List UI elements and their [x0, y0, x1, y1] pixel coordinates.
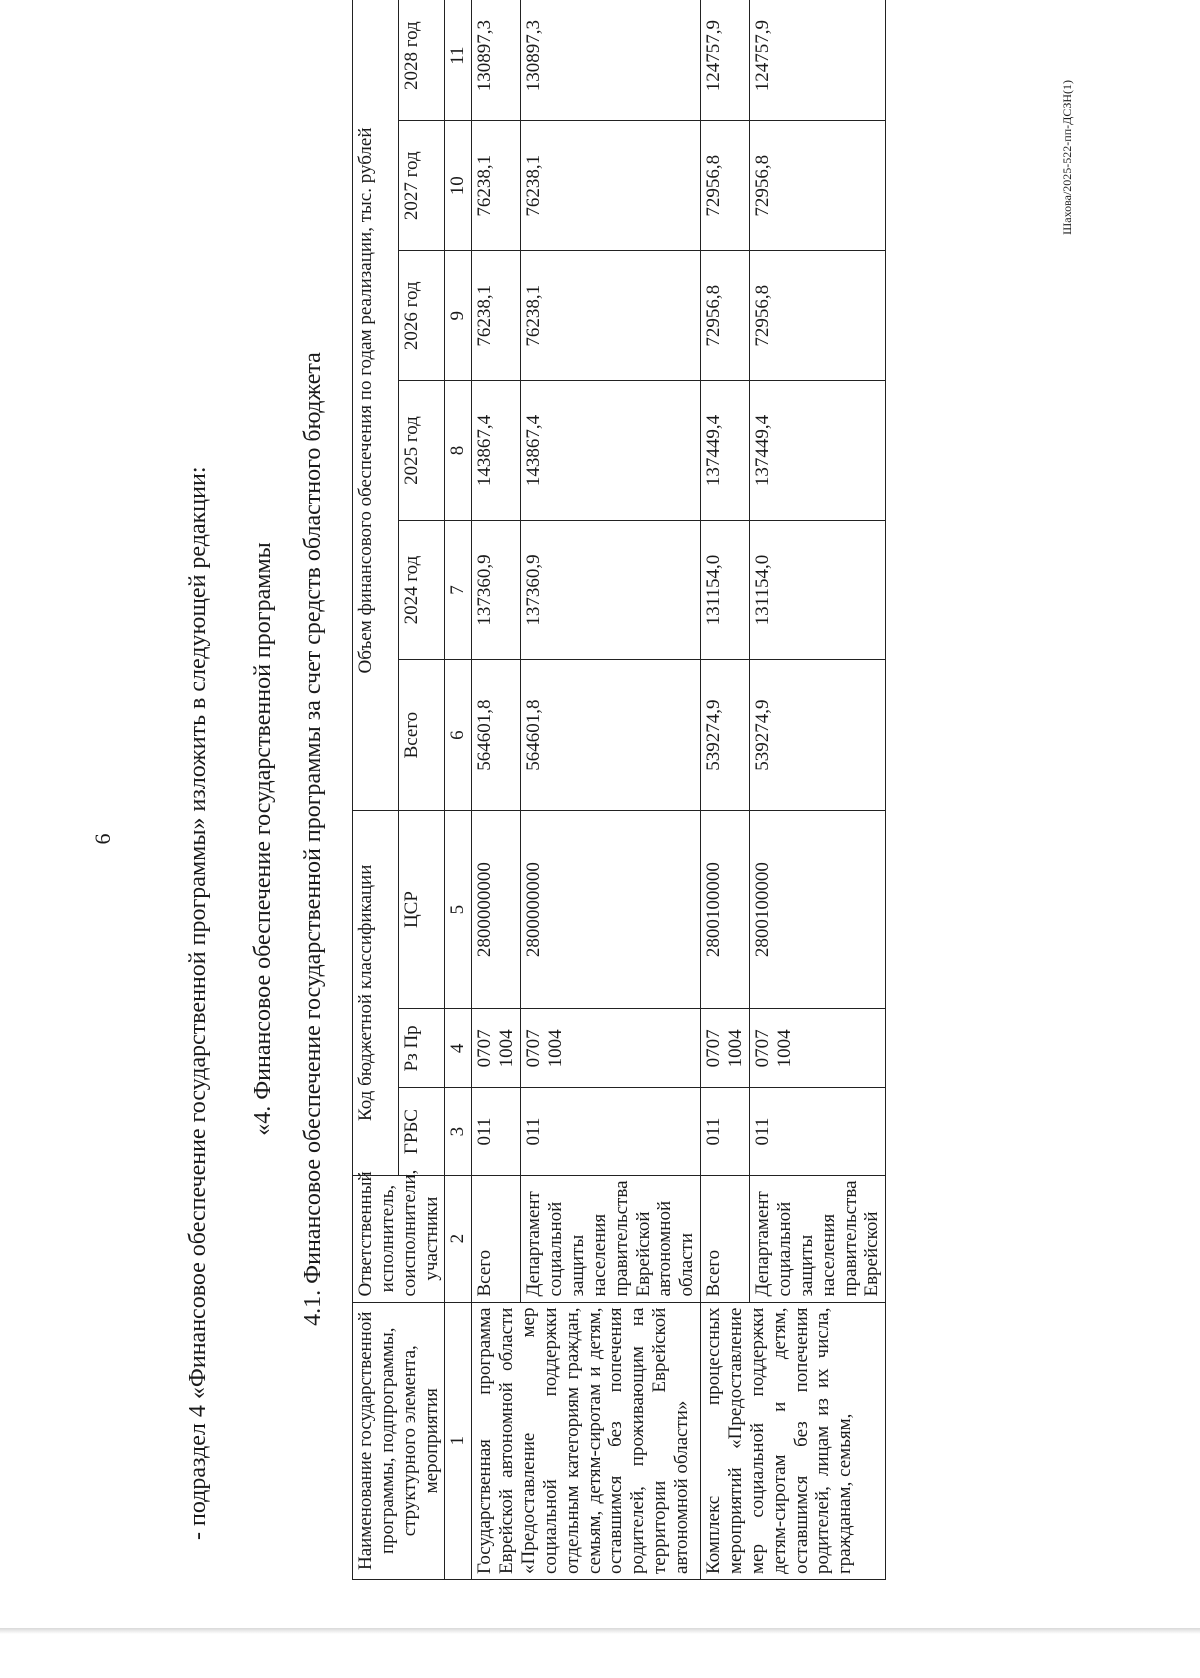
header-csr: ЦСР — [399, 810, 445, 1008]
rzpr-cell — [472, 1009, 521, 1088]
column-number: 2 — [445, 1175, 472, 1302]
section-title: «4. Финансовое обеспечение государственной программы — [250, 542, 276, 1136]
y2027-cell: 76238,1 — [472, 121, 521, 251]
y2024-cell: 131154,0 — [701, 520, 750, 660]
total-cell: 539274,9 — [701, 660, 750, 811]
y2027-cell: 76238,1 — [521, 121, 701, 251]
rzpr-cell — [521, 1009, 701, 1088]
column-number: 1 — [445, 1302, 472, 1579]
header-2026: 2026 год — [399, 251, 445, 381]
table-row — [472, 0, 521, 1580]
y2028-cell: 130897,3 — [521, 0, 701, 121]
csr-cell: 2800100000 — [701, 810, 750, 1008]
executor-cell: Департамент социальной защиты населения правительства Еврейской автономной области — [521, 1175, 701, 1302]
y2027-cell: 72956,8 — [701, 121, 750, 251]
header-budget-code: Код бюджетной классификации — [353, 810, 399, 1175]
column-number: 10 — [445, 121, 472, 251]
footer-code: Шахова/2025-522-пп-ДСЗН(1) — [1060, 80, 1074, 235]
header-2027: 2027 год — [399, 121, 445, 251]
executor-cell: Департамент социальной защиты населения правительства Еврейской — [750, 1175, 886, 1302]
header-2025: 2025 год — [399, 381, 445, 521]
program-name-cell: Государственная программа Еврейской автономной области «Предоставление мер социальной поддержки отдельным категориям граждан, семьям, детям-сиротам и детям, оставшимся без попечения родителей, проживающим на территории Еврейской автономной области» — [472, 1302, 701, 1579]
rz-code: 0707 — [523, 1029, 545, 1068]
column-number: 7 — [445, 520, 472, 660]
column-number: 9 — [445, 251, 472, 381]
y2024-cell: 131154,0 — [750, 520, 886, 660]
y2028-cell: 124757,9 — [701, 0, 750, 121]
csr-cell: 2800000000 — [521, 810, 701, 1008]
executor-cell: Всего — [701, 1175, 750, 1302]
y2025-cell: 137449,4 — [701, 381, 750, 521]
total-cell: 539274,9 — [750, 660, 886, 811]
y2026-cell: 76238,1 — [521, 251, 701, 381]
rz-code: 0707 — [752, 1029, 774, 1068]
column-number: 3 — [445, 1088, 472, 1175]
column-number: 8 — [445, 381, 472, 521]
y2024-cell: 137360,9 — [521, 520, 701, 660]
csr-cell: 2800100000 — [750, 810, 886, 1008]
rz-code: 0707 — [474, 1029, 496, 1068]
header-total: Всего — [399, 660, 445, 811]
pr-code: 1004 — [496, 1029, 518, 1068]
y2027-cell: 72956,8 — [750, 121, 886, 251]
y2025-cell: 143867,4 — [521, 381, 701, 521]
grbs-cell: 011 — [472, 1088, 521, 1175]
y2028-cell: 130897,3 — [472, 0, 521, 121]
total-cell: 564601,8 — [521, 660, 701, 811]
intro-text: - подраздел 4 «Финансовое обеспечение государственной программы» изложить в следующей редакции: — [185, 466, 211, 1540]
header-name: Наименование государственной программы, подпрограммы, структурного элемента, мероприятия — [353, 1302, 445, 1579]
header-executor: Ответственный исполнитель, соисполнители, участники — [353, 1175, 445, 1302]
program-name-cell: Комплекс процессных мероприятий «Предоставление мер социальной поддержки детям-сиротам и детям, оставшимся без попечения родителей, лицам из их числа, гражданам, семьям, — [701, 1302, 886, 1579]
header-row-1 — [353, 0, 399, 1580]
y2026-cell: 76238,1 — [472, 251, 521, 381]
csr-cell: 2800000000 — [472, 810, 521, 1008]
y2025-cell: 143867,4 — [472, 381, 521, 521]
y2026-cell: 72956,8 — [750, 251, 886, 381]
header-2028: 2028 год — [399, 0, 445, 121]
y2024-cell: 137360,9 — [472, 520, 521, 660]
executor-cell: Всего — [472, 1175, 521, 1302]
y2025-cell: 137449,4 — [750, 381, 886, 521]
header-funding: Объем финансового обеспечения по годам реализации, тыс. рублей — [353, 0, 399, 810]
pr-code: 1004 — [725, 1029, 747, 1068]
rzpr-cell — [701, 1009, 750, 1088]
table-title: 4.1. Финансовое обеспечение государственной программы за счет средств областного бюджета — [300, 352, 326, 1326]
grbs-cell: 011 — [521, 1088, 701, 1175]
header-grbs: ГРБС — [399, 1088, 445, 1175]
grbs-cell: 011 — [750, 1088, 886, 1175]
rz-code: 0707 — [703, 1029, 725, 1068]
column-number: 4 — [445, 1009, 472, 1088]
financing-table — [352, 0, 886, 1580]
header-rzpr: Рз Пр — [399, 1009, 445, 1088]
rzpr-cell — [750, 1009, 886, 1088]
column-number: 5 — [445, 810, 472, 1008]
pr-code: 1004 — [774, 1029, 796, 1068]
grbs-cell: 011 — [701, 1088, 750, 1175]
y2026-cell: 72956,8 — [701, 251, 750, 381]
column-number: 6 — [445, 660, 472, 811]
page-number: 6 — [90, 833, 115, 845]
total-cell: 564601,8 — [472, 660, 521, 811]
y2028-cell: 124757,9 — [750, 0, 886, 121]
header-2024: 2024 год — [399, 520, 445, 660]
pr-code: 1004 — [545, 1029, 567, 1068]
table-row — [701, 0, 750, 1580]
column-number-row — [445, 0, 472, 1580]
column-number: 11 — [445, 0, 472, 121]
